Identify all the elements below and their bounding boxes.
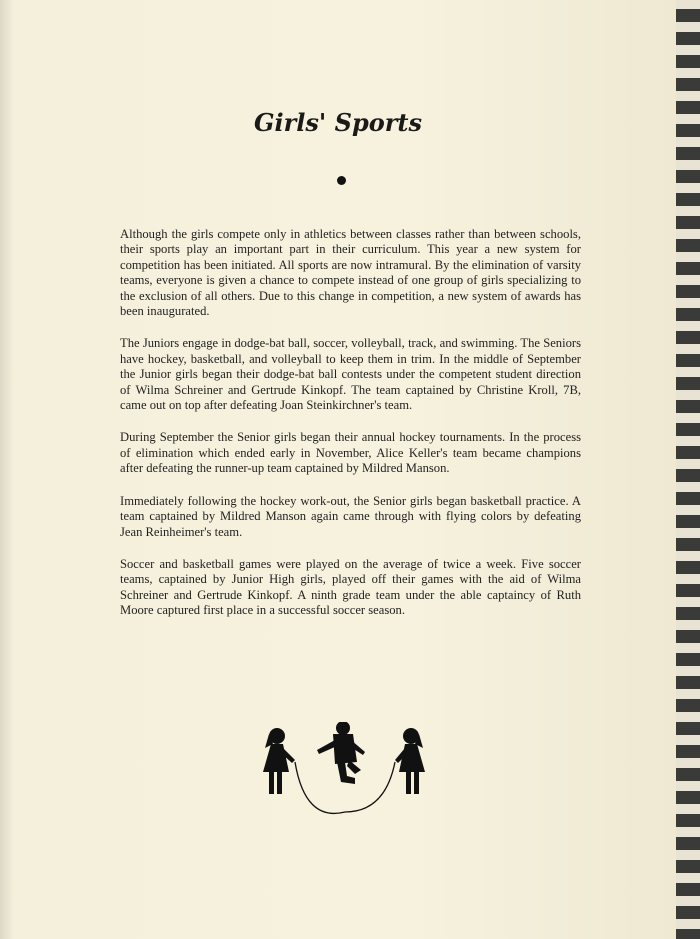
girl-left-silhouette	[263, 728, 295, 794]
paragraph: Immediately following the hockey work-out, the Senior girls began basketball practice. A team captained by Mildred Manson again came through with flying colors by defeating Jean Reinheimer's team.	[120, 493, 581, 539]
paragraph: The Juniors engage in dodge-bat ball, soccer, volleyball, track, and swimming. The Seniors have hockey, basketball, and volleyball to keep them in trim. In the middle of September the Junior girls began their dodge-bat ball contests under the competent student direction of Wilma Schreiner and Gertrude Kinkopf. The team captained by Christine Kroll, 7B, came out on top after defeating Joan Steinkirchner's team.	[120, 336, 581, 413]
girl-right-silhouette	[395, 728, 425, 794]
paragraph: Soccer and basketball games were played on the average of twice a week. Five soccer teams, captained by Junior High girls, played off their games with the aid of Wilma Schreiner and Gertrude Kinkopf. A ninth grade team under the able captaincy of Ruth Moore captured first place in a successful soccer season.	[120, 556, 581, 618]
paragraph: Although the girls compete only in athletics between classes rather than between schools, their sports play an important part in their curriculum. This year a new system for competition has been initiated. All sports are now intramural. By the elimination of varsity teams, everyone is given a chance to compete instead of one group of girls specializing to the exclusion of all others. Due to this change in competition, a new system of awards has been inaugurated.	[120, 227, 581, 319]
spiral-binding	[676, 0, 700, 939]
jump-rope-illustration	[255, 722, 435, 822]
boy-jumping-silhouette	[317, 722, 365, 784]
page-title: Girls' Sports	[254, 108, 422, 137]
article-body	[120, 227, 581, 636]
bullet-ornament	[337, 176, 346, 185]
paragraph: During September the Senior girls began their annual hockey tournaments. In the process of elimination which ended early in November, Alice Keller's team became champions after defeating the runner-up team captained by Mildred Manson.	[120, 430, 581, 476]
